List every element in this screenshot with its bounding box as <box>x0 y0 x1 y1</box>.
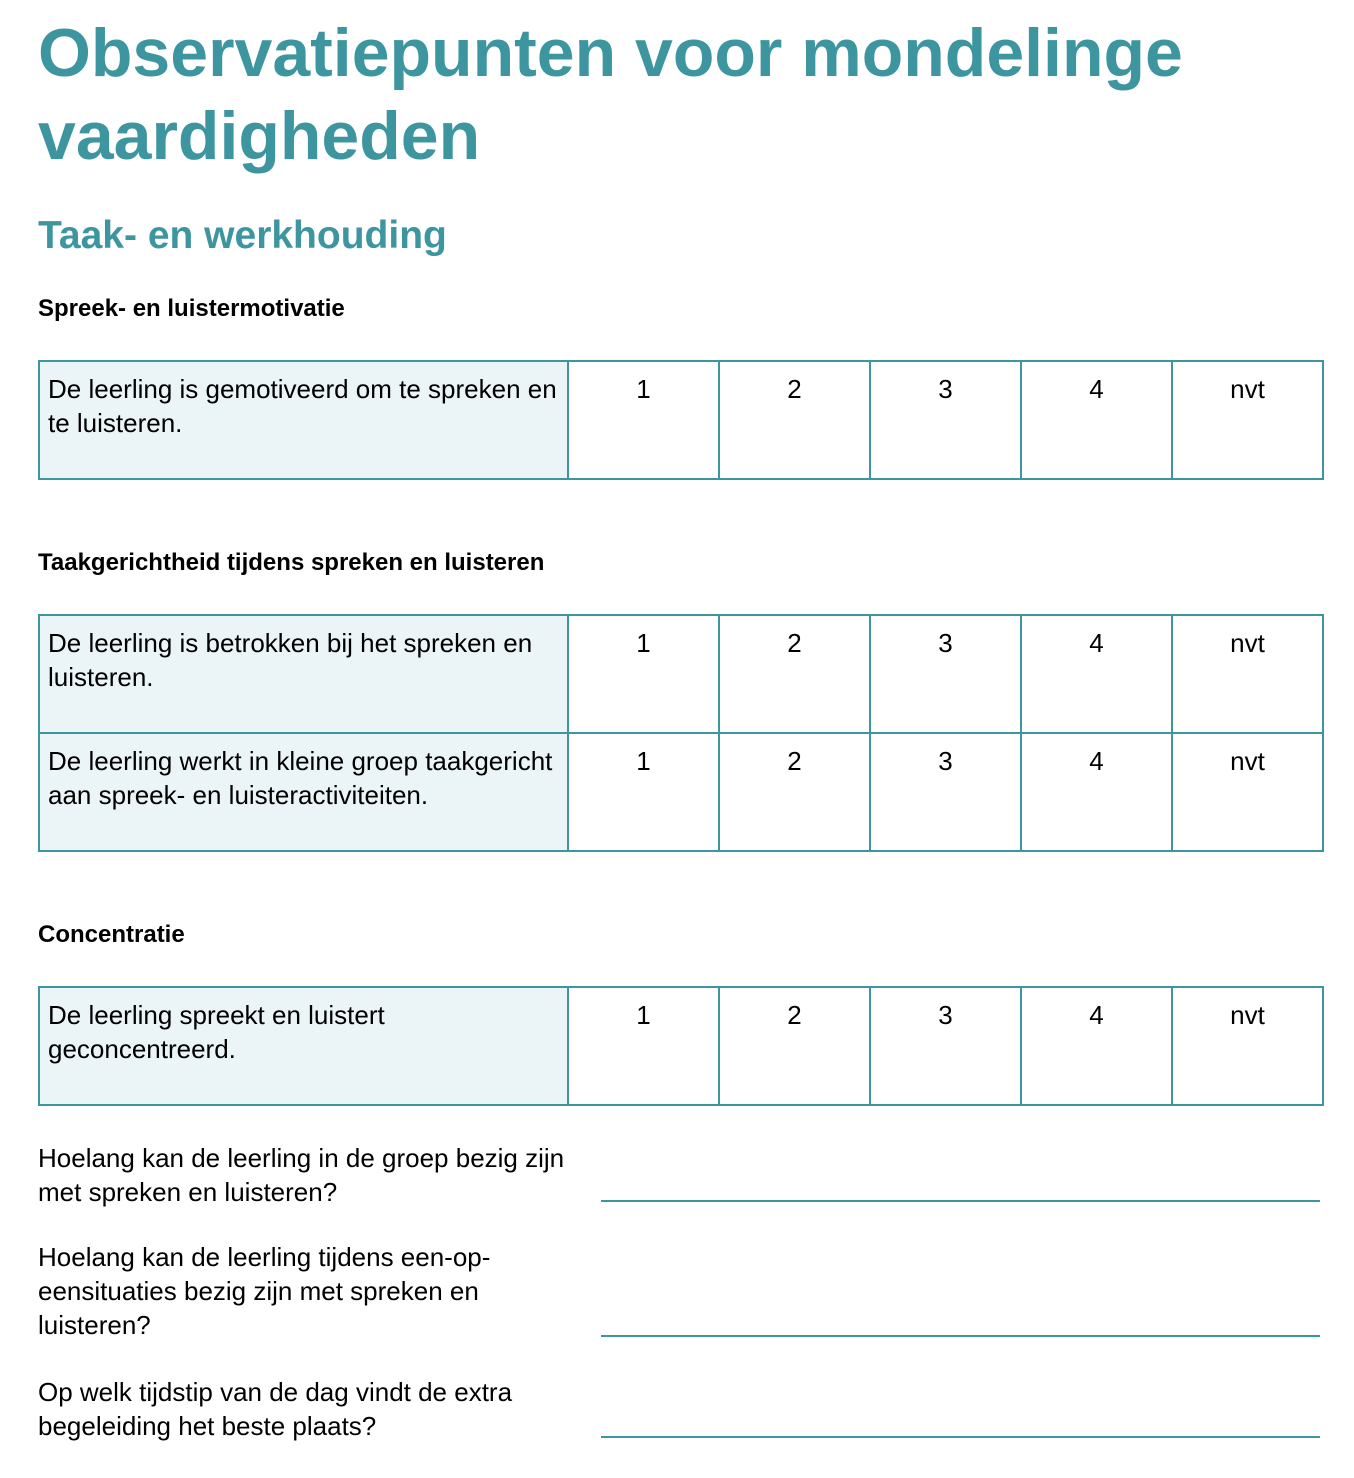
question-text: Hoelang kan de leerling in de groep bezig zijn met spreken en luisteren? <box>38 1143 565 1207</box>
table-row <box>39 615 1323 733</box>
rating-option-4[interactable]: 4 <box>1021 733 1172 851</box>
rating-table <box>38 614 1324 852</box>
rating-option-1[interactable]: 1 <box>568 361 719 479</box>
rating-option-1[interactable]: 1 <box>568 615 719 733</box>
rating-option-2[interactable]: 2 <box>719 615 870 733</box>
statement-cell: De leerling spreekt en luistert geconcentreerd. <box>39 987 568 1105</box>
rating-option-3[interactable]: 3 <box>870 361 1021 479</box>
section-concentratie <box>38 920 1324 1106</box>
rating-table <box>38 986 1324 1106</box>
document-page <box>38 0 1328 1441</box>
subsection-heading: Taakgerichtheid tijdens spreken en luisteren <box>38 549 545 576</box>
rating-option-2[interactable]: 2 <box>719 361 870 479</box>
subsection-heading: Concentratie <box>38 921 185 948</box>
rating-option-4[interactable]: 4 <box>1021 987 1172 1105</box>
question-text: Op welk tijdstip van de dag vindt de extra begeleiding het beste plaats? <box>38 1377 513 1441</box>
rating-option-3[interactable]: 3 <box>870 733 1021 851</box>
page-title: Observatiepunten voor mondelinge vaardigheden <box>38 15 1183 174</box>
section-title: Taak- en werkhouding <box>38 214 447 257</box>
rating-table <box>38 360 1324 480</box>
table-row <box>39 987 1323 1105</box>
rating-option-nvt[interactable]: nvt <box>1172 615 1323 733</box>
section-spreek-luistermotivatie <box>38 294 1324 480</box>
answer-line[interactable] <box>601 1436 1320 1438</box>
section-taakgerichtheid <box>38 548 1324 852</box>
question-row <box>38 1375 1324 1443</box>
answer-line[interactable] <box>601 1200 1320 1202</box>
table-row <box>39 733 1323 851</box>
statement-cell: De leerling is betrokken bij het spreken en luisteren. <box>39 615 568 733</box>
rating-option-nvt[interactable]: nvt <box>1172 987 1323 1105</box>
question-text: Hoelang kan de leerling tijdens een-op-eensituaties bezig zijn met spreken en luisteren? <box>38 1242 491 1340</box>
question-row <box>38 1240 1324 1342</box>
rating-option-1[interactable]: 1 <box>568 987 719 1105</box>
rating-option-4[interactable]: 4 <box>1021 361 1172 479</box>
statement-cell: De leerling werkt in kleine groep taakgericht aan spreek- en luisteractiviteiten. <box>39 733 568 851</box>
rating-option-nvt[interactable]: nvt <box>1172 361 1323 479</box>
rating-option-4[interactable]: 4 <box>1021 615 1172 733</box>
rating-option-3[interactable]: 3 <box>870 987 1021 1105</box>
rating-option-nvt[interactable]: nvt <box>1172 733 1323 851</box>
question-row <box>38 1141 1324 1209</box>
rating-option-2[interactable]: 2 <box>719 987 870 1105</box>
table-row <box>39 361 1323 479</box>
rating-option-3[interactable]: 3 <box>870 615 1021 733</box>
rating-option-2[interactable]: 2 <box>719 733 870 851</box>
answer-line[interactable] <box>601 1335 1320 1337</box>
statement-cell: De leerling is gemotiveerd om te spreken en te luisteren. <box>39 361 568 479</box>
subsection-heading: Spreek- en luistermotivatie <box>38 295 345 322</box>
rating-option-1[interactable]: 1 <box>568 733 719 851</box>
